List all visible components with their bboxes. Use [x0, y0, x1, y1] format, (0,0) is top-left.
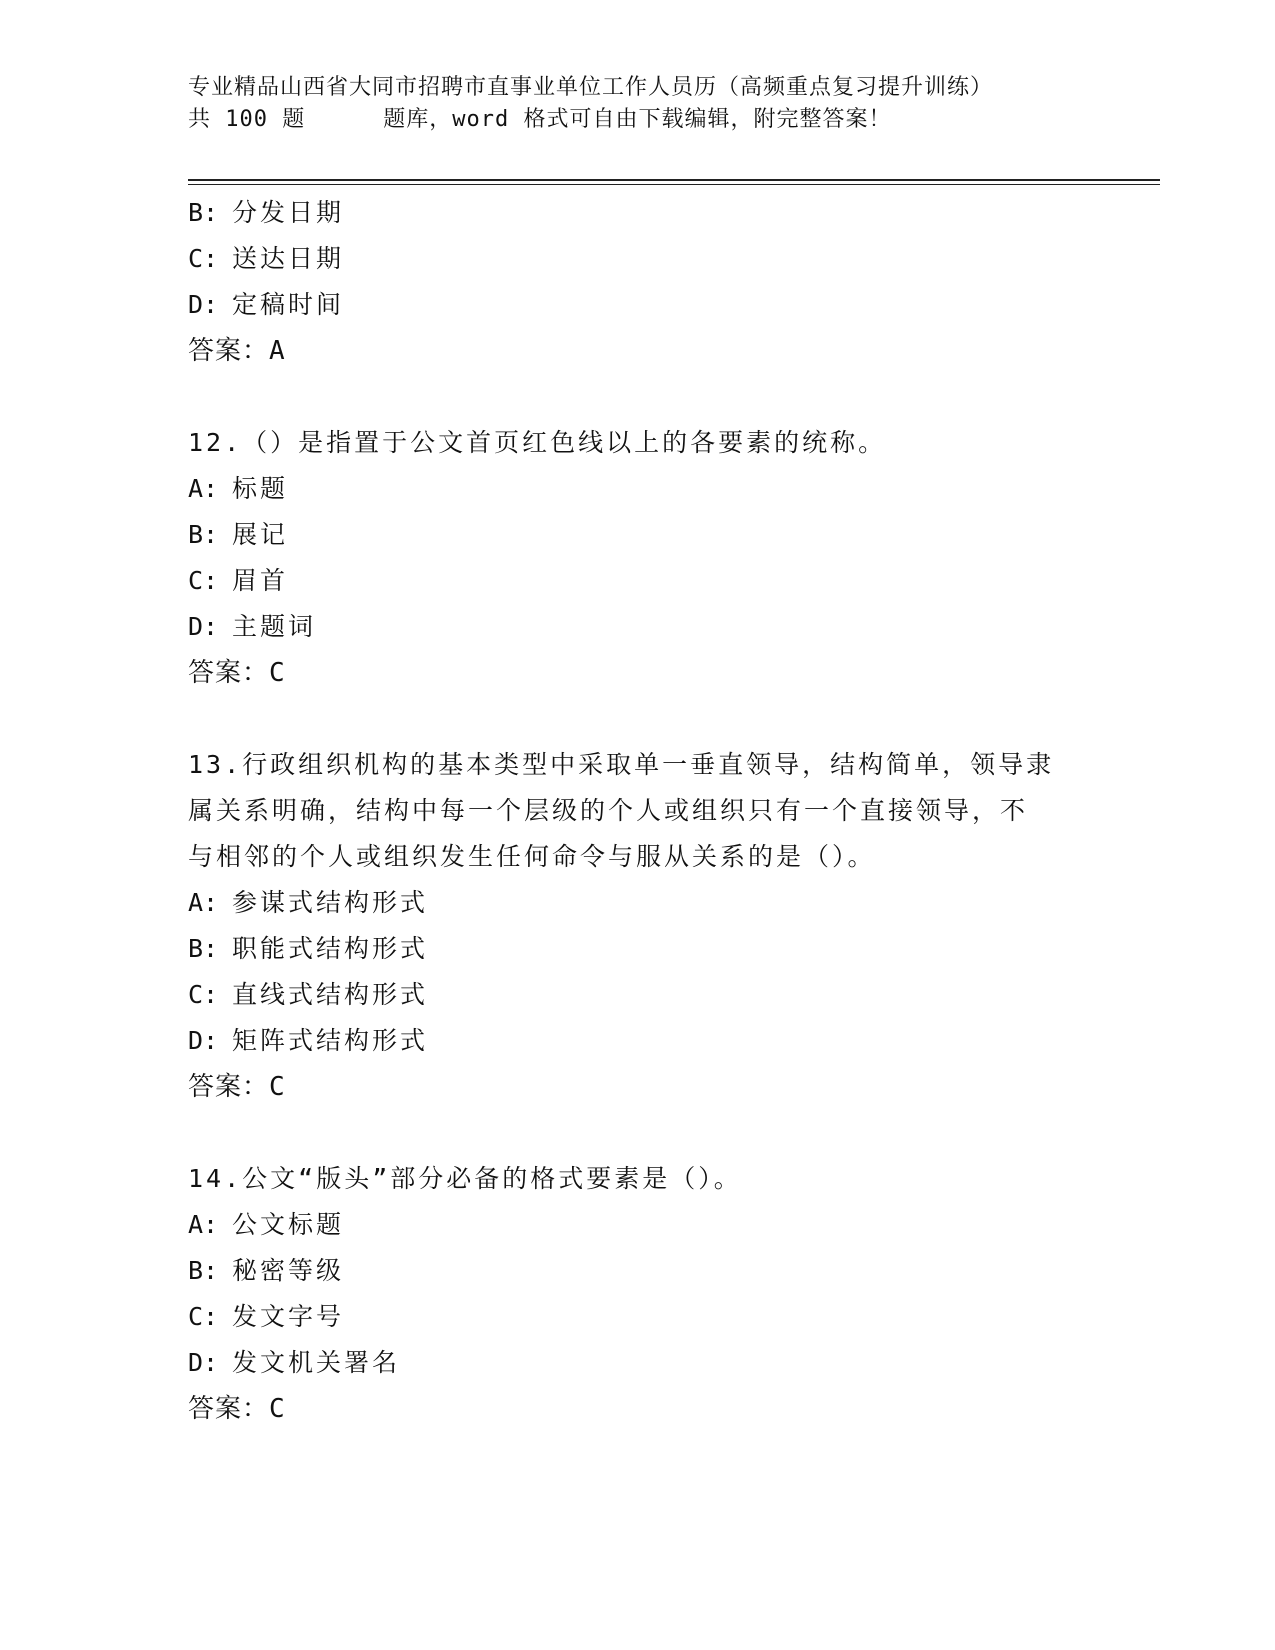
option-c: C: 送达日期 — [188, 244, 345, 273]
question-list — [188, 190, 1088, 1432]
question-stem: 12.（）是指置于公文首页红色线以上的各要素的统称。 — [188, 428, 887, 457]
answer-line: 答案：C — [188, 1072, 286, 1102]
option-c: C: 发文字号 — [188, 1302, 345, 1331]
question-14 — [188, 1156, 1088, 1432]
header-subtitle — [188, 104, 1188, 136]
question-stem-line: 属关系明确，结构中每一个层级的个人或组织只有一个直接领导，不 — [188, 796, 1029, 825]
option-b: B: 秘密等级 — [188, 1256, 345, 1285]
question-13 — [188, 742, 1088, 1110]
question-11-partial — [188, 190, 1088, 374]
option-d: D: 主题词 — [188, 612, 317, 641]
option-d: D: 发文机关署名 — [188, 1348, 401, 1377]
option-d: D: 定稿时间 — [188, 290, 345, 319]
question-stem: 14.公文“版头”部分必备的格式要素是（）。 — [188, 1164, 742, 1193]
option-c: C: 眉首 — [188, 566, 289, 595]
question-stem-line: 与相邻的个人或组织发生任何命令与服从关系的是（）。 — [188, 842, 876, 871]
question-12 — [188, 420, 1088, 696]
question-stem-line: 13.行政组织机构的基本类型中采取单一垂直领导，结构简单，领导隶 — [188, 750, 1055, 779]
option-b: B: 职能式结构形式 — [188, 934, 429, 963]
header-count: 共 100 题 — [188, 107, 306, 132]
option-b: B: 展记 — [188, 520, 289, 549]
option-d: D: 矩阵式结构形式 — [188, 1026, 429, 1055]
header-divider-thin — [188, 184, 1160, 185]
answer-line: 答案：C — [188, 1394, 286, 1424]
header-title: 专业精品山西省大同市招聘市直事业单位工作人员历（高频重点复习提升训练） — [188, 75, 994, 100]
option-a: A: 参谋式结构形式 — [188, 888, 429, 917]
header-divider-thick — [188, 179, 1160, 181]
answer-line: 答案：C — [188, 658, 286, 688]
answer-line: 答案：A — [188, 336, 286, 366]
option-b: B: 分发日期 — [188, 198, 345, 227]
page-header — [188, 72, 1188, 136]
option-a: A: 标题 — [188, 474, 289, 503]
option-c: C: 直线式结构形式 — [188, 980, 429, 1009]
header-description: 题库，word 格式可自由下载编辑，附完整答案！ — [383, 107, 892, 132]
option-a: A: 公文标题 — [188, 1210, 345, 1239]
